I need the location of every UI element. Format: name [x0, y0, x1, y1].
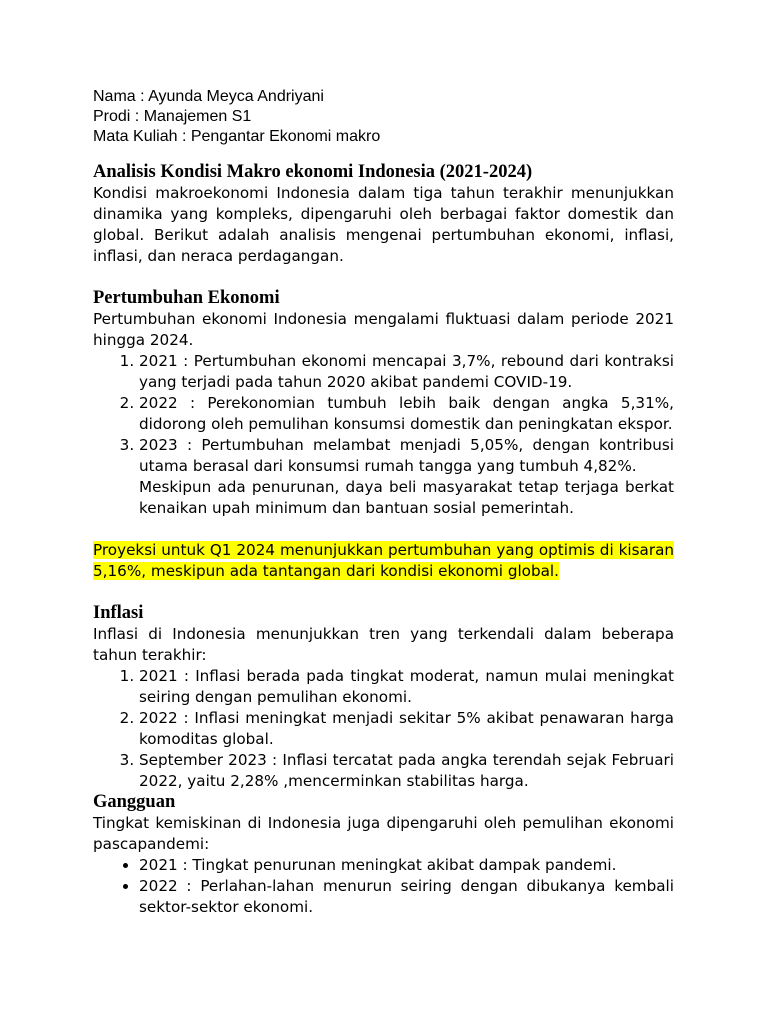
list-item: 1. 2021 : Inflasi berada pada tingkat moderat, namun mulai meningkat seiring dengan pemulihan ekonomi. — [139, 666, 674, 708]
list-item: 2. 2022 : Perekonomian tumbuh lebih baik dengan angka 5,31%, didorong oleh pemulihan konsumsi domestik dan peningkatan ekspor. — [139, 393, 674, 435]
list-item: • 2022 : Perlahan-lahan menurun seiring dengan dibukanya kembali sektor-sektor ekonomi. — [139, 876, 674, 918]
document-title: Analisis Kondisi Makro ekonomi Indonesia (2021-2024) — [93, 162, 533, 182]
list-item: 3. September 2023 : Inflasi tercatat pada angka terendah sejak Februari 2022, yaitu 2,28% ,mencerminkan stabilitas harga. — [139, 750, 674, 792]
pertumbuhan-list — [93, 351, 674, 519]
student-info — [93, 87, 674, 147]
document-page — [93, 87, 674, 918]
spacer — [93, 519, 674, 540]
study-program: Prodi : Manajemen S1 — [93, 108, 252, 125]
spacer — [93, 267, 674, 288]
inflasi-paragraph: Inflasi di Indonesia menunjukkan tren yang terkendali dalam beberapa tahun terakhir: — [93, 625, 674, 664]
list-item: • 2021 : Tingkat penurunan meningkat akibat dampak pandemi. — [139, 855, 674, 876]
inflasi-list — [93, 666, 674, 792]
list-item — [139, 435, 674, 519]
spacer — [93, 582, 674, 603]
highlighted-projection — [93, 540, 674, 582]
section-title-gangguan: Gangguan — [93, 792, 176, 812]
list-item-text: 2023 : Pertumbuhan melambat menjadi 5,05%, dengan kontribusi utama berasal dari konsumsi rumah tangga yang tumbuh 4,82%. — [139, 436, 674, 475]
section-title-pertumbuhan: Pertumbuhan Ekonomi — [93, 288, 280, 308]
pertumbuhan-paragraph: Pertumbuhan ekonomi Indonesia mengalami fluktuasi dalam periode 2021 hingga 2024. — [93, 310, 674, 349]
gangguan-list — [93, 855, 674, 918]
pertumbuhan-note: Meskipun ada penurunan, daya beli masyarakat tetap terjaga berkat kenaikan upah minimum dan bantuan sosial pemerintah. — [139, 478, 674, 517]
student-name: Nama : Ayunda Meyca Andriyani — [93, 88, 324, 105]
course-name: Mata Kuliah : Pengantar Ekonomi makro — [93, 128, 381, 145]
list-item: 2. 2022 : Inflasi meningkat menjadi sekitar 5% akibat penawaran harga komoditas global. — [139, 708, 674, 750]
section-title-inflasi: Inflasi — [93, 603, 144, 623]
gangguan-paragraph: Tingkat kemiskinan di Indonesia juga dipengaruhi oleh pemulihan ekonomi pascapandemi: — [93, 814, 674, 853]
highlight-text: Proyeksi untuk Q1 2024 menunjukkan pertumbuhan yang optimis di kisaran 5,16%, meskipun ada tantangan dari kondisi ekonomi global. — [93, 541, 674, 580]
intro-paragraph: Kondisi makroekonomi Indonesia dalam tiga tahun terakhir menunjukkan dinamika yang kompleks, dipengaruhi oleh berbagai faktor domestik dan global. Berikut adalah analisis mengenai pertumbuhan ekonomi, inflasi, inflasi, dan neraca perdagangan. — [93, 184, 674, 265]
list-item: 1. 2021 : Pertumbuhan ekonomi mencapai 3,7%, rebound dari kontraksi yang terjadi pada tahun 2020 akibat pandemi COVID-19. — [139, 351, 674, 393]
